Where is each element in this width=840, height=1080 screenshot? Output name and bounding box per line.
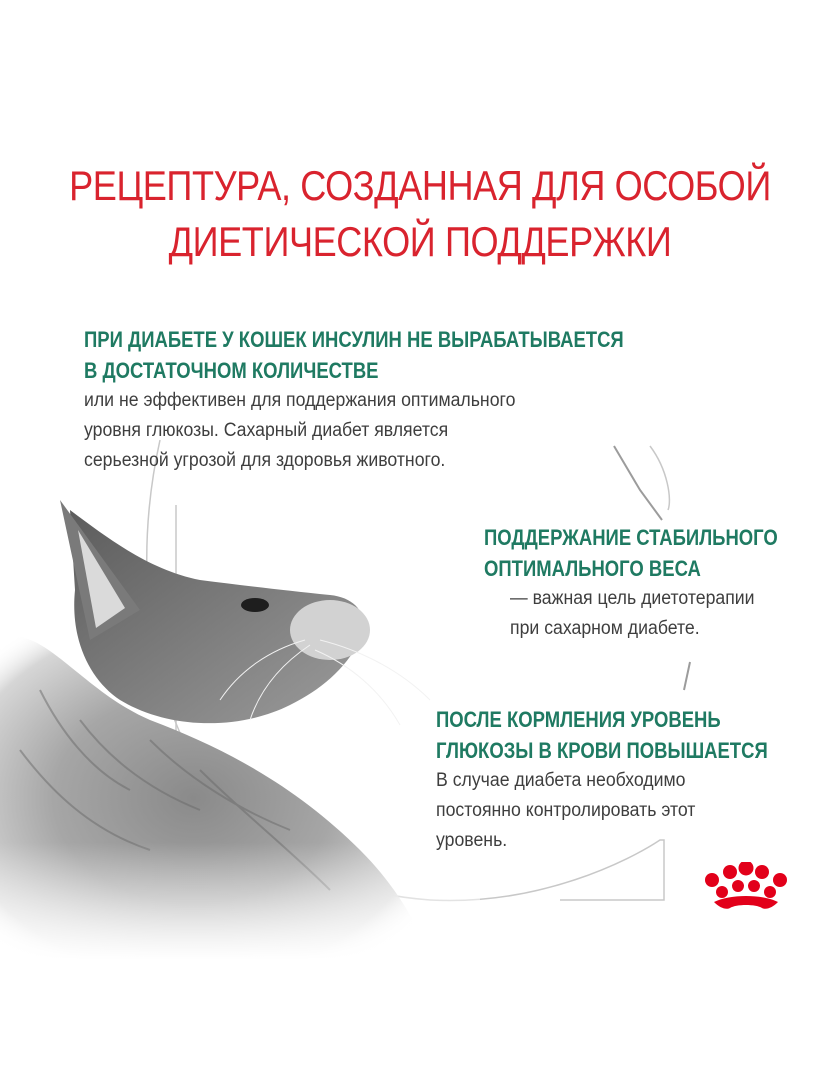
block-body (436, 766, 803, 856)
info-block-glucose (436, 704, 831, 856)
heading-line: ОПТИМАЛЬНОГО ВЕСА (484, 556, 701, 581)
body-line: постоянно контролировать этот (436, 800, 696, 821)
body-line: В случае диабета необходимо (436, 770, 686, 791)
body-line: уровня глюкозы. Сахарный диабет является (84, 420, 449, 441)
info-block-weight (484, 522, 834, 644)
cat-photo (0, 490, 480, 960)
heading-line: ПРИ ДИАБЕТЕ У КОШЕК ИНСУЛИН НЕ ВЫРАБАТЫВАЕТСЯ (84, 327, 624, 352)
block-heading (484, 522, 778, 584)
title-line-2: ДИЕТИЧЕСКОЙ ПОДДЕРЖКИ (168, 218, 672, 265)
body-line: или не эффективен для поддержания оптимального (84, 390, 516, 411)
heading-line: ПОДДЕРЖАНИЕ СТАБИЛЬНОГО (484, 525, 778, 550)
heading-line: ГЛЮКОЗЫ В КРОВИ ПОВЫШАЕТСЯ (436, 738, 768, 763)
page-title (59, 158, 781, 270)
body-line: — важная цель диетотерапии (510, 588, 755, 609)
heading-line: ПОСЛЕ КОРМЛЕНИЯ УРОВЕНЬ (436, 707, 721, 732)
block-body (84, 386, 682, 476)
heading-line: В ДОСТАТОЧНОМ КОЛИЧЕСТВЕ (84, 358, 379, 383)
block-heading (84, 324, 624, 386)
block-heading (436, 704, 768, 766)
body-line: при сахарном диабете. (510, 618, 700, 639)
body-line: серьезной угрозой для здоровья животного. (84, 450, 446, 471)
info-block-diabetes (84, 324, 727, 476)
body-line: уровень. (436, 830, 508, 851)
block-body (484, 584, 809, 644)
title-line-1: РЕЦЕПТУРА, СОЗДАННАЯ ДЛЯ ОСОБОЙ (69, 162, 771, 209)
crown-icon (700, 862, 792, 918)
